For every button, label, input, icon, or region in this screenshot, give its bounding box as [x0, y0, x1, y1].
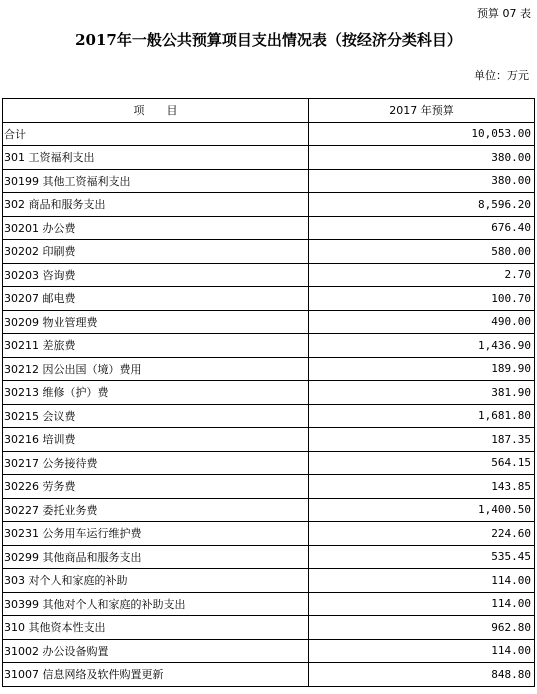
row-item: 301 工资福利支出: [3, 146, 309, 170]
row-item: 30217 公务接待费: [3, 451, 309, 475]
row-amount: 848.80: [309, 663, 535, 687]
row-item: 30203 咨询费: [3, 263, 309, 287]
row-amount: 224.60: [309, 522, 535, 546]
row-item: 30211 差旅费: [3, 334, 309, 358]
table-row: [3, 663, 535, 687]
row-amount: 564.15: [309, 451, 535, 475]
row-item: 30213 维修（护）费: [3, 381, 309, 405]
row-item: 30231 公务用车运行维护费: [3, 522, 309, 546]
row-amount: 490.00: [309, 310, 535, 334]
table-row: [3, 169, 535, 193]
table-row: [3, 592, 535, 616]
row-amount: 1,681.80: [309, 404, 535, 428]
table-row: [3, 334, 535, 358]
table-row: [3, 451, 535, 475]
row-item: 30212 因公出国（境）费用: [3, 357, 309, 381]
row-item: 30207 邮电费: [3, 287, 309, 311]
table-row: [3, 193, 535, 217]
row-amount: 114.00: [309, 592, 535, 616]
row-item: 30199 其他工资福利支出: [3, 169, 309, 193]
row-item: 302 商品和服务支出: [3, 193, 309, 217]
row-amount: 2.70: [309, 263, 535, 287]
table-row: [3, 381, 535, 405]
table-row: [3, 428, 535, 452]
row-amount: 143.85: [309, 475, 535, 499]
row-item: 合计: [3, 122, 309, 146]
row-amount: 380.00: [309, 169, 535, 193]
unit-label: 单位：万元: [474, 69, 529, 82]
row-item: 30299 其他商品和服务支出: [3, 545, 309, 569]
table-row: [3, 404, 535, 428]
row-item: 310 其他资本性支出: [3, 616, 309, 640]
table-code: 预算 07 表: [477, 7, 531, 20]
row-item: 30399 其他对个人和家庭的补助支出: [3, 592, 309, 616]
header-budget: 2017 年预算: [309, 99, 535, 123]
table-row: [3, 122, 535, 146]
table-row: [3, 310, 535, 334]
row-amount: 114.00: [309, 569, 535, 593]
table-row: [3, 263, 535, 287]
row-amount: 10,053.00: [309, 122, 535, 146]
row-amount: 381.90: [309, 381, 535, 405]
row-item: 30202 印刷费: [3, 240, 309, 264]
table-row: [3, 616, 535, 640]
row-amount: 535.45: [309, 545, 535, 569]
row-amount: 189.90: [309, 357, 535, 381]
row-item: 30215 会议费: [3, 404, 309, 428]
table-row: [3, 287, 535, 311]
table-row: [3, 545, 535, 569]
budget-table: [2, 98, 535, 687]
row-item: 31002 办公设备购置: [3, 639, 309, 663]
row-amount: 962.80: [309, 616, 535, 640]
row-amount: 580.00: [309, 240, 535, 264]
table-row: [3, 639, 535, 663]
row-amount: 1,436.90: [309, 334, 535, 358]
header-item: 项 目: [3, 99, 309, 123]
table-row: [3, 146, 535, 170]
row-item: 30226 劳务费: [3, 475, 309, 499]
row-amount: 380.00: [309, 146, 535, 170]
row-amount: 8,596.20: [309, 193, 535, 217]
header-row: [3, 99, 535, 123]
row-item: 31007 信息网络及软件购置更新: [3, 663, 309, 687]
row-item: 30227 委托业务费: [3, 498, 309, 522]
row-amount: 187.35: [309, 428, 535, 452]
row-amount: 100.70: [309, 287, 535, 311]
row-amount: 114.00: [309, 639, 535, 663]
table-row: [3, 475, 535, 499]
table-row: [3, 240, 535, 264]
table-row: [3, 216, 535, 240]
table-row: [3, 357, 535, 381]
page-title: 2017年一般公共预算项目支出情况表（按经济分类科目）: [75, 31, 462, 49]
row-item: 30201 办公费: [3, 216, 309, 240]
row-item: 303 对个人和家庭的补助: [3, 569, 309, 593]
row-item: 30209 物业管理费: [3, 310, 309, 334]
row-item: 30216 培训费: [3, 428, 309, 452]
table-row: [3, 522, 535, 546]
row-amount: 1,400.50: [309, 498, 535, 522]
table-row: [3, 569, 535, 593]
row-amount: 676.40: [309, 216, 535, 240]
table-row: [3, 498, 535, 522]
